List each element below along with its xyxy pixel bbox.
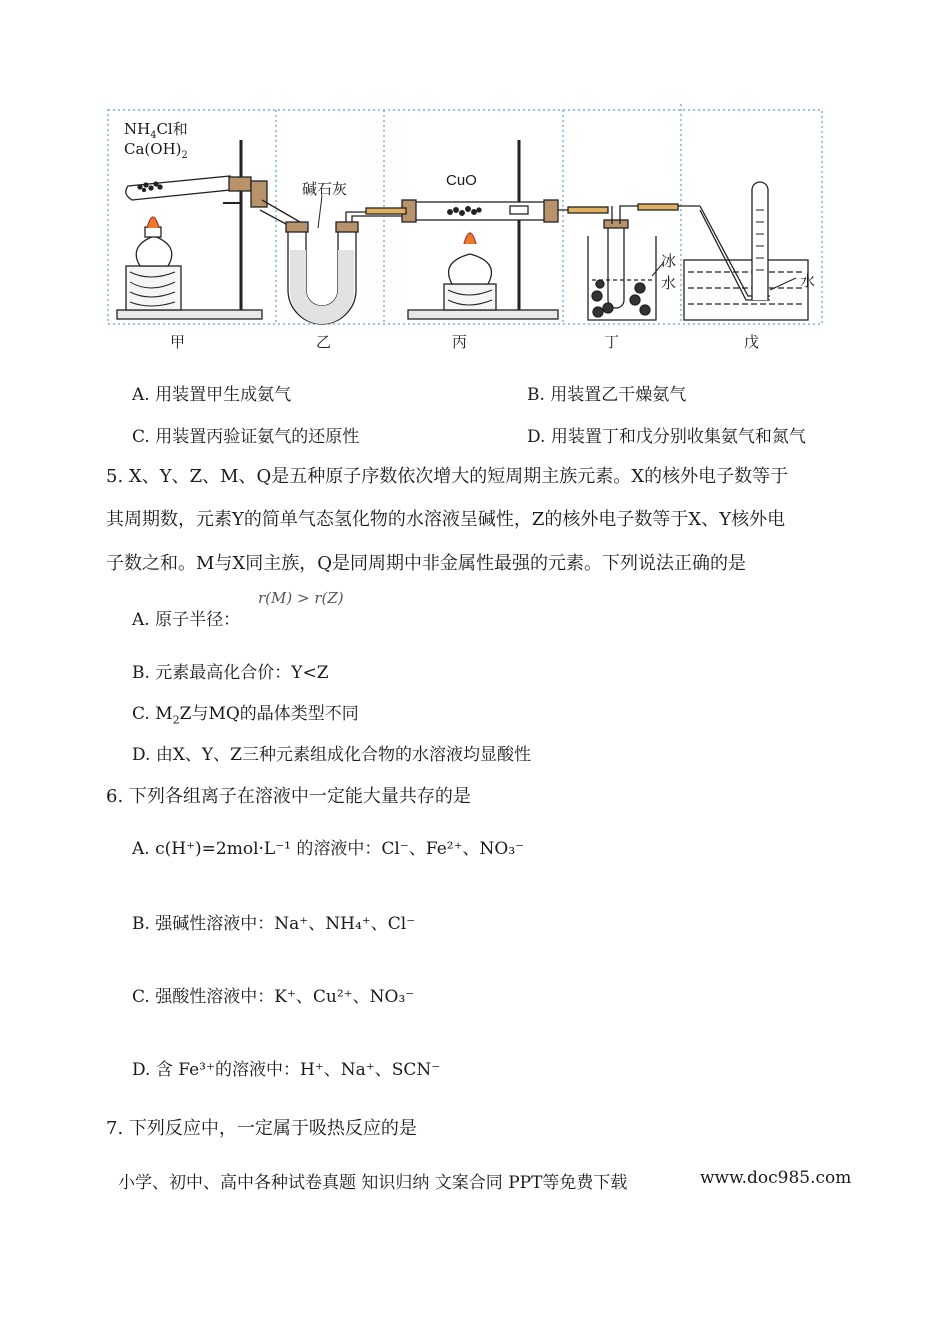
soda-lime-label: 碱石灰 xyxy=(302,180,348,198)
q6-option-b: B. 强碱性溶液中：Na⁺、NH₄⁺、Cl⁻ xyxy=(132,914,416,934)
q4-option-a: A. 用装置甲生成氨气 xyxy=(132,385,292,405)
apparatus-bing xyxy=(366,140,608,319)
apparatus-label-jia: 甲 xyxy=(170,333,186,351)
q5-option-c: C. $M_2Z$与MQ的晶体类型不同 xyxy=(132,704,359,727)
q4-option-c: C. 用装置丙验证氨气的还原性 xyxy=(132,427,360,447)
q5-stem-line1: 5. X、Y、Z、M、Q是五种原子序数依次增大的短周期主族元素。X的核外电子数等于 xyxy=(106,466,789,487)
reagent-label-line2: $Ca(OH)_2$ xyxy=(124,140,188,161)
reagent-label-line1: $NH_4Cl$和 xyxy=(124,120,188,141)
q5-option-a-label: A. 原子半径： xyxy=(132,610,241,630)
q6-option-d: D. 含 Fe³⁺的溶液中：H⁺、Na⁺、SCN⁻ xyxy=(132,1060,441,1080)
apparatus-label-ding: 丁 xyxy=(604,333,620,351)
q5-stem-line2: 其周期数，元素Y的简单气态氢化物的水溶液呈碱性，Z的核外电子数等于X、Y核外电 xyxy=(106,509,786,530)
q4-option-b: B. 用装置乙干燥氨气 xyxy=(527,385,687,405)
apparatus-wu xyxy=(678,182,808,320)
footer-link[interactable]: www.doc985.com xyxy=(700,1168,852,1188)
q4-option-d: D. 用装置丁和戊分别收集氨气和氮气 xyxy=(527,427,806,447)
apparatus-jia xyxy=(117,140,300,319)
cuo-label: CuO xyxy=(446,172,477,189)
q5-option-b: B. 元素最高化合价：Y<Z xyxy=(132,663,329,683)
apparatus-label-yi: 乙 xyxy=(316,333,332,351)
ice-water-label-1: 冰 xyxy=(661,252,677,270)
q5-option-a-formula: r(M) > r(Z) xyxy=(258,589,344,607)
apparatus-label-wu: 戊 xyxy=(744,333,760,351)
ice-water-label-2: 水 xyxy=(661,274,677,292)
q5-option-d: D. 由X、Y、Z三种元素组成化合物的水溶液均显酸性 xyxy=(132,745,531,765)
q6-stem: 6. 下列各组离子在溶液中一定能大量共存的是 xyxy=(106,786,471,807)
q7-stem: 7. 下列反应中，一定属于吸热反应的是 xyxy=(106,1118,417,1139)
water-label: 水 xyxy=(800,272,816,290)
footer-text: 小学、初中、高中各种试卷真题 知识归纳 文案合同 PPT等免费下载 xyxy=(118,1173,628,1193)
apparatus-label-bing: 丙 xyxy=(452,333,468,351)
q5-stem-line3: 子数之和。M与X同主族，Q是同周期中非金属性最强的元素。下列说法正确的是 xyxy=(106,553,746,574)
q6-option-c: C. 强酸性溶液中：K⁺、Cu²⁺、NO₃⁻ xyxy=(132,987,415,1007)
q6-option-a: A. c(H⁺)=2mol·L⁻¹ 的溶液中：Cl⁻、Fe²⁺、NO₃⁻ xyxy=(132,839,525,859)
apparatus-yi xyxy=(286,196,410,324)
